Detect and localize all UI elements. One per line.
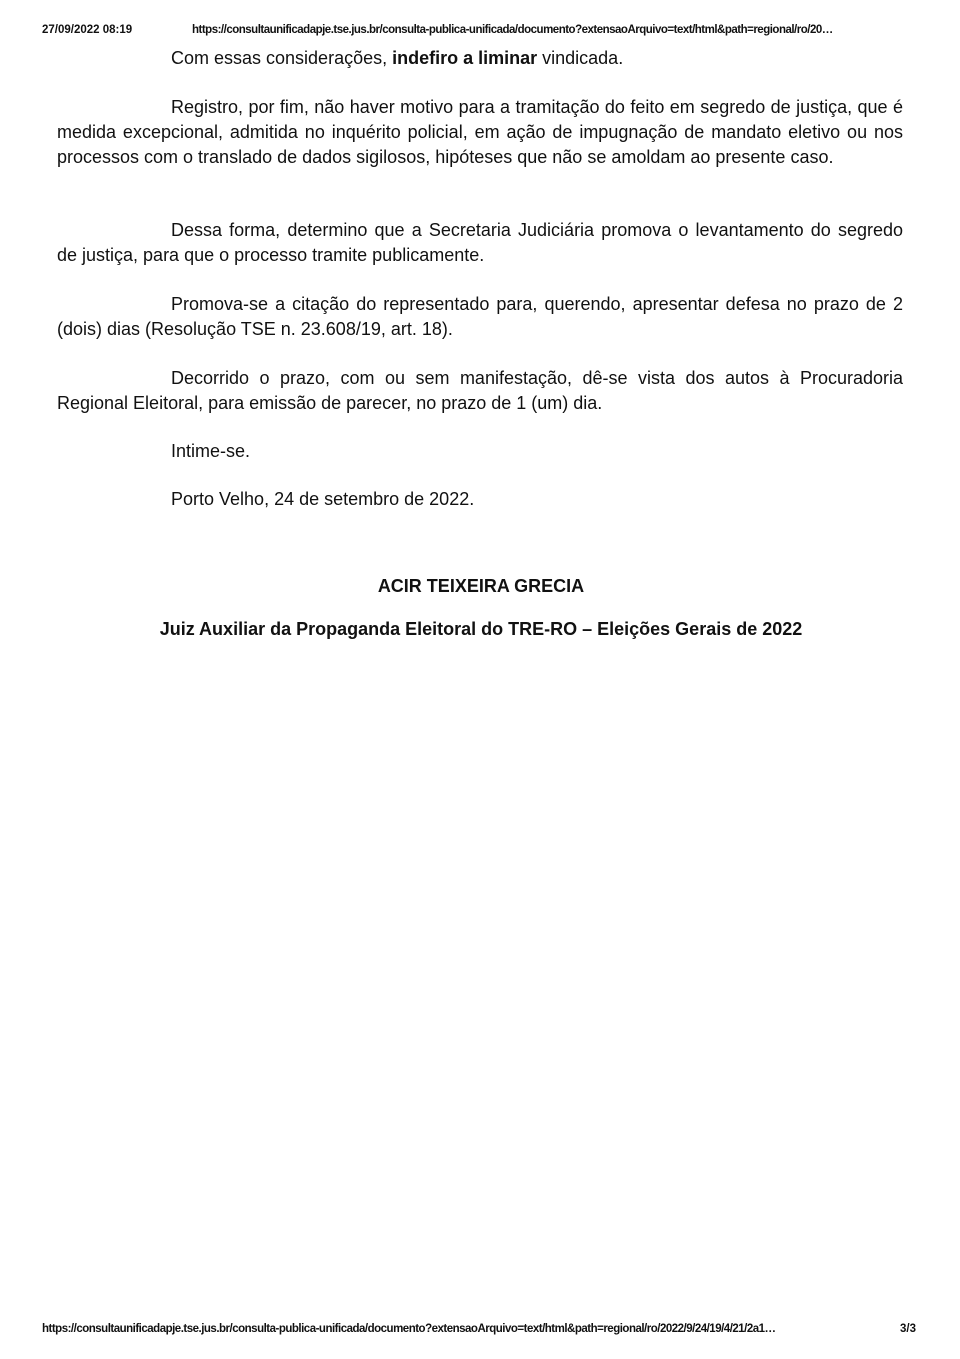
page-number: 3/3 [900,1323,916,1335]
paragraph-citation: Promova-se a citação do representado para, querendo, apresentar defesa no prazo de 2 (dois) dias (Resolução TSE n. 23.608/19, art. 18). [57,294,903,339]
signature-name: ACIR TEIXEIRA GRECIA [377,576,585,596]
place-date: Porto Velho, 24 de setembro de 2022. [171,489,475,509]
decision-line [171,46,623,71]
paragraph-deadline: Decorrido o prazo, com ou sem manifestação, dê-se vista dos autos à Procuradoria Regional Eleitoral, para emissão de parecer, no prazo de 1 (um) dia. [57,368,903,413]
header-url[interactable]: https://consultaunificadapje.tse.jus.br/consulta-publica-unificada/documento?extensaoArquivo=text/html&path=regional/ro/20… [192,24,833,36]
paragraph-secrecy: Registro, por fim, não haver motivo para a tramitação do feito em segredo de justiça, que é medida excepcional, admitida no inquérito policial, em ação de impugnação de mandato eletivo ou nos processos com o translado de dados sigilosos, hipóteses que não se amoldam ao presente caso. [57,97,903,167]
signature-role: Juiz Auxiliar da Propaganda Eleitoral do TRE-RO – Eleições Gerais de 2022 [159,619,803,639]
intimation-text: Intime-se. [171,441,251,461]
decision-bold-text: indefiro a liminar [392,48,538,68]
decision-text-after: vindicada. [537,48,624,68]
decision-text-before: Com essas considerações, [171,48,393,68]
paragraph-determination: Dessa forma, determino que a Secretaria Judiciária promova o levantamento do segredo de justiça, para que o processo tramite publicamente. [57,220,903,265]
footer-url[interactable]: https://consultaunificadapje.tse.jus.br/consulta-publica-unificada/documento?extensaoArquivo=text/html&path=regional/ro/2022/9/24/19/4/21/2a1… [42,1323,776,1335]
print-datetime: 27/09/2022 08:19 [42,24,133,36]
